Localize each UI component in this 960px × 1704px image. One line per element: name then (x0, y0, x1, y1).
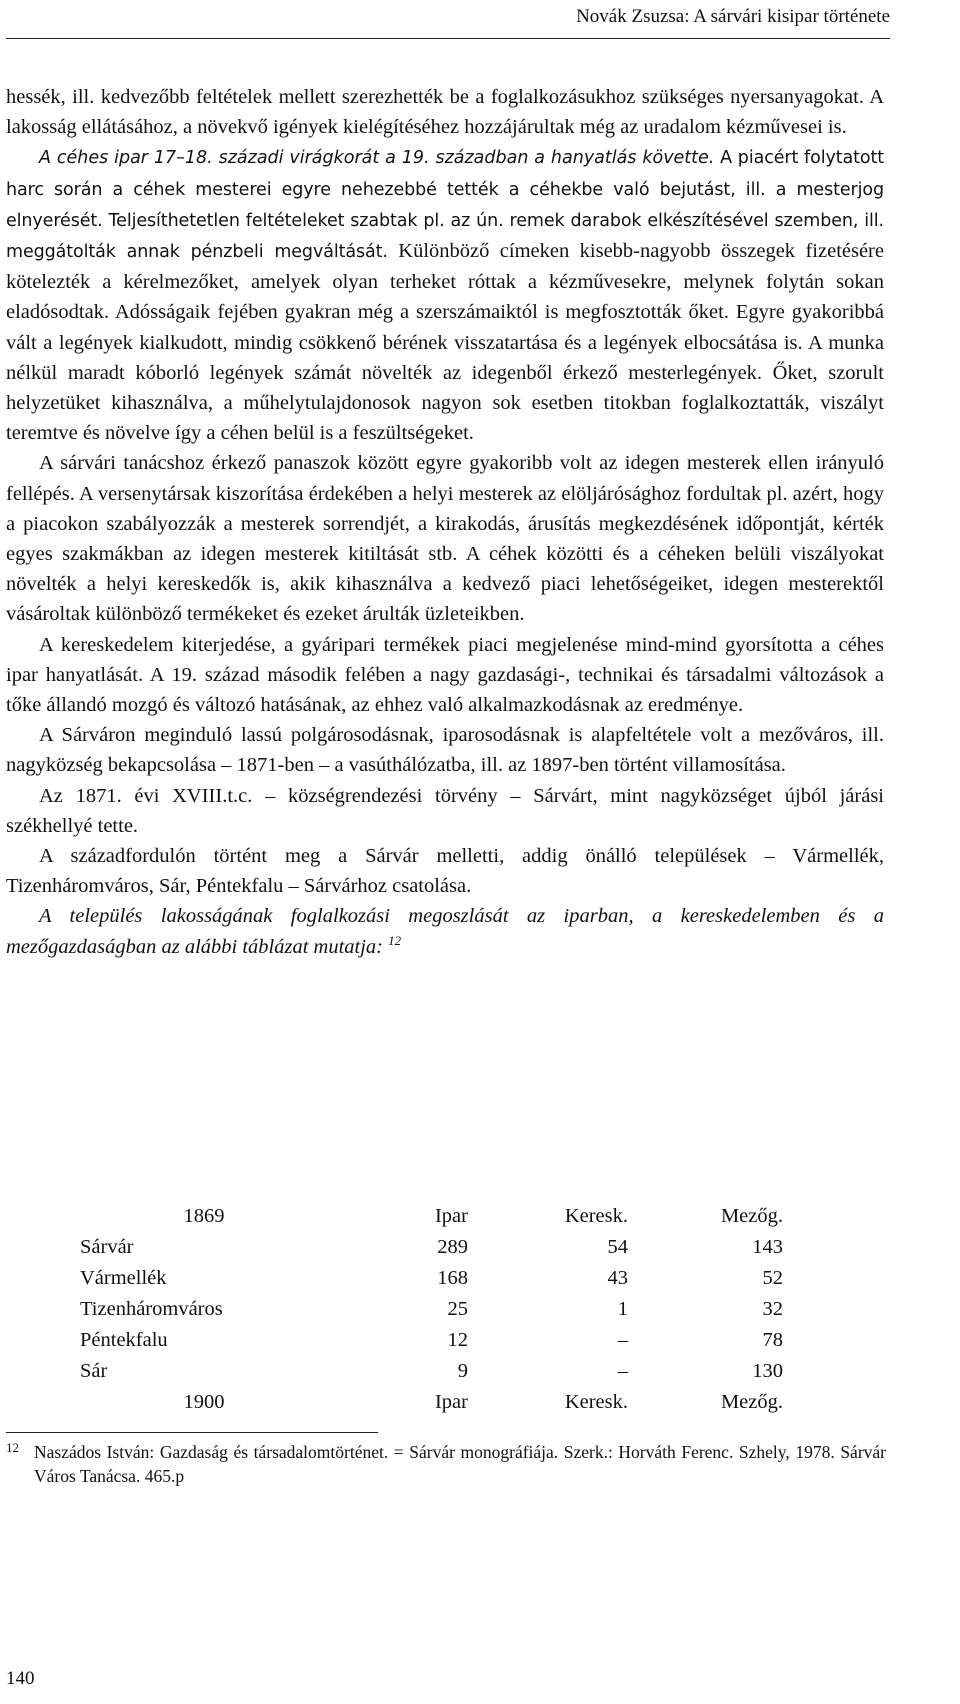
occupation-table (80, 1201, 783, 1418)
paragraph-2-serif: Különböző címeken kisebb-nagyobb összegek fizetésére kötelezték a kérelmezőket, amelyek olyan terheket róttak a kézművesekre, melynek folytán sokan eladósodtak. Adósságaik fejében gyakran még a szerszámaiktól is megfosztották őket. Egyre gyakoribbá vált a legények kialkudott, mindig csökkenő bérének visszatartása és a legények elbocsátása is. A munka nélkül maradt kóborló legények számát növelték az idegenből érkező mesterlegények. Őket, szorult helyzetüket kihasználva, a műhelytulajdonosok nagyon sok esetben titokban foglalkoztatták, viszályt teremtve és növelve így a céhen belül is a feszültségeket. (6, 240, 884, 445)
paragraph-1: hessék, ill. kedvezőbb feltételek mellett szerezhették be a foglalkozásukhoz szükséges nyersanyagokat. A lakosság ellátásához, a növekvő igények kielégítéséhez hozzájárultak még az uradalom kézművesei is. (6, 86, 884, 139)
table-row (80, 1294, 783, 1325)
table-cell: 54 (607, 1236, 628, 1258)
table-header-cell: Mezőg. (720, 1205, 783, 1227)
table-cell: Sár (80, 1360, 108, 1382)
paragraph-3: A sárvári tanácshoz érkező panaszok között egyre gyakoribb volt az idegen mesterek ellen irányuló fellépés. A versenytársak kiszorítása érdekében a helyi mesterek az elöljárósághoz fordultak pl. azért, hogy a piacokon szabályozzák a mesterek sorrendjét, a kirakodás, árusítás megkezdésének időpontját, kérték egyes szakmákban az idegen mesterek kitiltását stb. A céhek közötti és a céheken belüli viszályokat növelték a helyi kereskedők is, akik kihasználva a kedvező piaci lehetőségeiket, idegen mesterektől vásároltak különböző termékeket és ezeket árulták üzleteikben. (6, 452, 884, 626)
paragraph-2-italic: A céhes ipar 17–18. századi virágkorát a 19. században a hanyatlás követte. (39, 148, 715, 169)
table-row (80, 1263, 783, 1294)
table-cell: 12 (447, 1329, 468, 1351)
table-cell: 289 (437, 1236, 468, 1258)
footnote-rule (6, 1432, 378, 1433)
table-header-cell: 1900 (183, 1391, 225, 1413)
table-cell: 1 (617, 1298, 628, 1320)
table-cell: 32 (762, 1298, 783, 1320)
table-cell: – (617, 1360, 628, 1382)
table-header-row (80, 1201, 783, 1232)
footnote-number: 12 (6, 1440, 19, 1455)
table-cell: – (617, 1329, 628, 1351)
paragraph-2 (6, 142, 884, 448)
table-header-cell: 1869 (183, 1205, 225, 1227)
table-cell: 43 (607, 1267, 628, 1289)
table-row (80, 1232, 783, 1263)
footnote (6, 1440, 886, 1488)
table-cell: 143 (752, 1236, 783, 1258)
occupation-table-body (80, 1201, 783, 1418)
body-text (6, 82, 884, 962)
table-header-cell: Ipar (434, 1391, 468, 1413)
table-header-cell: Mezőg. (720, 1391, 783, 1413)
table-header-row (80, 1387, 783, 1418)
paragraph-4: A kereskedelem kiterjedése, a gyáripari termékek piaci megjelenése mind-mind gyorsította a céhes ipar hanyatlását. A 19. század második felében a nagy gazdasági-, technikai és társadalmi változások a tőke állandó mozgó és változó hatásának, az ehhez való alkalmazkodásnak az eredménye. (6, 633, 884, 717)
paragraph-5: A Sárváron meginduló lassú polgárosodásnak, iparosodásnak is alapfeltétele volt a mezőváros, ill. nagyközség bekapcsolása – 1871-ben – a vasúthálózatba, ill. az 1897-ben történt villamosítása. (6, 724, 884, 777)
table-cell: Tizenháromváros (80, 1298, 223, 1320)
table-cell: 52 (762, 1267, 783, 1289)
table-row (80, 1356, 783, 1387)
table-cell: Sárvár (80, 1236, 134, 1258)
table-header-cell: Ipar (434, 1205, 468, 1227)
table-header-cell: Keresk. (564, 1391, 628, 1413)
paragraph-2-sans: A piacért folytatott harc során a céhek mesterei egyre nehezebbé tették a céhekbe való bejutást, ill. a mesterjog elnyerését. Teljesíthetetlen feltételeket szabtak pl. az ún. remek darabok elkészítésével szemben, ill. meggátolták annak pénzbeli megváltását. (6, 148, 884, 263)
table-header-cell: Keresk. (564, 1205, 628, 1227)
paragraph-8 (6, 901, 884, 961)
table-cell: 9 (457, 1360, 468, 1382)
paragraph-8-text: A település lakosságának foglalkozási megoszlását az iparban, a kereskedelemben és a mezőgazdaságban az alábbi táblázat mutatja: (6, 905, 884, 958)
paragraph-7: A századfordulón történt meg a Sárvár melletti, addig önálló települések – Vármellék, Tizenháromváros, Sár, Péntekfalu – Sárvárhoz csatolása. (6, 845, 884, 898)
footnote-reference: 12 (388, 932, 402, 948)
table-cell: Péntekfalu (80, 1329, 168, 1351)
footnote-text: Naszádos István: Gazdaság és társadalomtörténet. = Sárvár monográfiája. Szerk.: Horváth Ferenc. Szhely, 1978. Sárvár Város Tanácsa. 465.p (34, 1442, 886, 1486)
table-cell: 168 (437, 1267, 468, 1289)
paragraph-6: Az 1871. évi XVIII.t.c. – községrendezési törvény – Sárvárt, mint nagyközséget újból járási székhellyé tette. (6, 784, 884, 837)
table-row (80, 1325, 783, 1356)
table-cell: 130 (752, 1360, 783, 1382)
header-rule (6, 38, 890, 39)
page-number: 140 (6, 1668, 35, 1689)
table-cell: 78 (762, 1329, 783, 1351)
table-cell: 25 (447, 1298, 468, 1320)
table-cell: Vármellék (80, 1267, 167, 1289)
running-header: Novák Zsuzsa: A sárvári kisipar története (576, 6, 890, 27)
